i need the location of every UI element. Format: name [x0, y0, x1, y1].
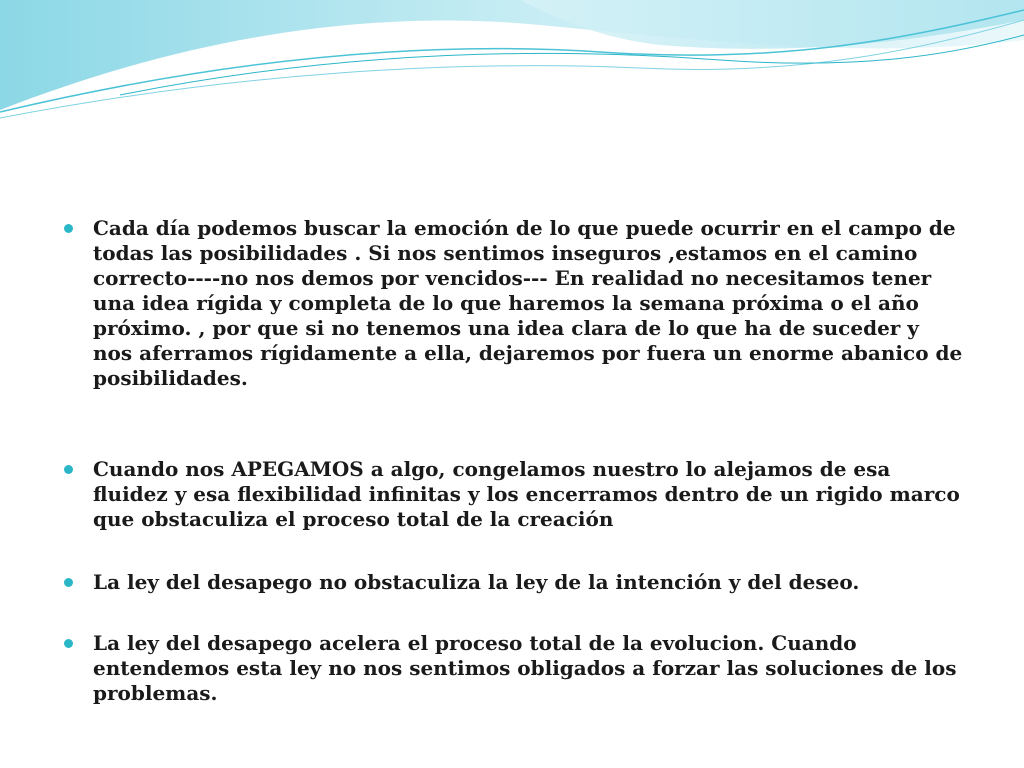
header-wave-decoration — [0, 0, 1024, 150]
bullet-item — [64, 631, 964, 706]
bullet-item — [64, 457, 964, 532]
bullet-text: Cuando nos APEGAMOS a algo, congelamos nuestro lo alejamos de esa fluidez y esa flexibilidad infinitas y los encerramos dentro de un rigido marco que obstaculiza el proceso total de la creación — [93, 457, 960, 531]
content-area — [64, 216, 964, 706]
bullet-dot-icon — [64, 639, 73, 648]
bullet-text: La ley del desapego acelera el proceso total de la evolucion. Cuando entendemos esta ley no nos sentimos obligados a forzar las soluciones de los problemas. — [93, 631, 957, 705]
bullet-dot-icon — [64, 224, 73, 233]
bullet-text: La ley del desapego no obstaculiza la ley de la intención y del deseo. — [93, 570, 860, 594]
bullet-item — [64, 570, 964, 595]
bullet-dot-icon — [64, 465, 73, 474]
bullet-dot-icon — [64, 578, 73, 587]
bullet-text: Cada día podemos buscar la emoción de lo que puede ocurrir en el campo de todas las posibilidades . Si nos sentimos inseguros ,estamos en el camino correcto----no nos demos por vencidos--- En realidad no necesitamos tener una idea rígida y completa de lo que haremos la semana próxima o el año próximo. , por que si no tenemos una idea clara de lo que ha de suceder y nos aferramos rígidamente a ella, dejaremos por fuera un enorme abanico de posibilidades. — [93, 216, 963, 390]
bullet-list — [64, 216, 964, 706]
bullet-item — [64, 216, 964, 391]
